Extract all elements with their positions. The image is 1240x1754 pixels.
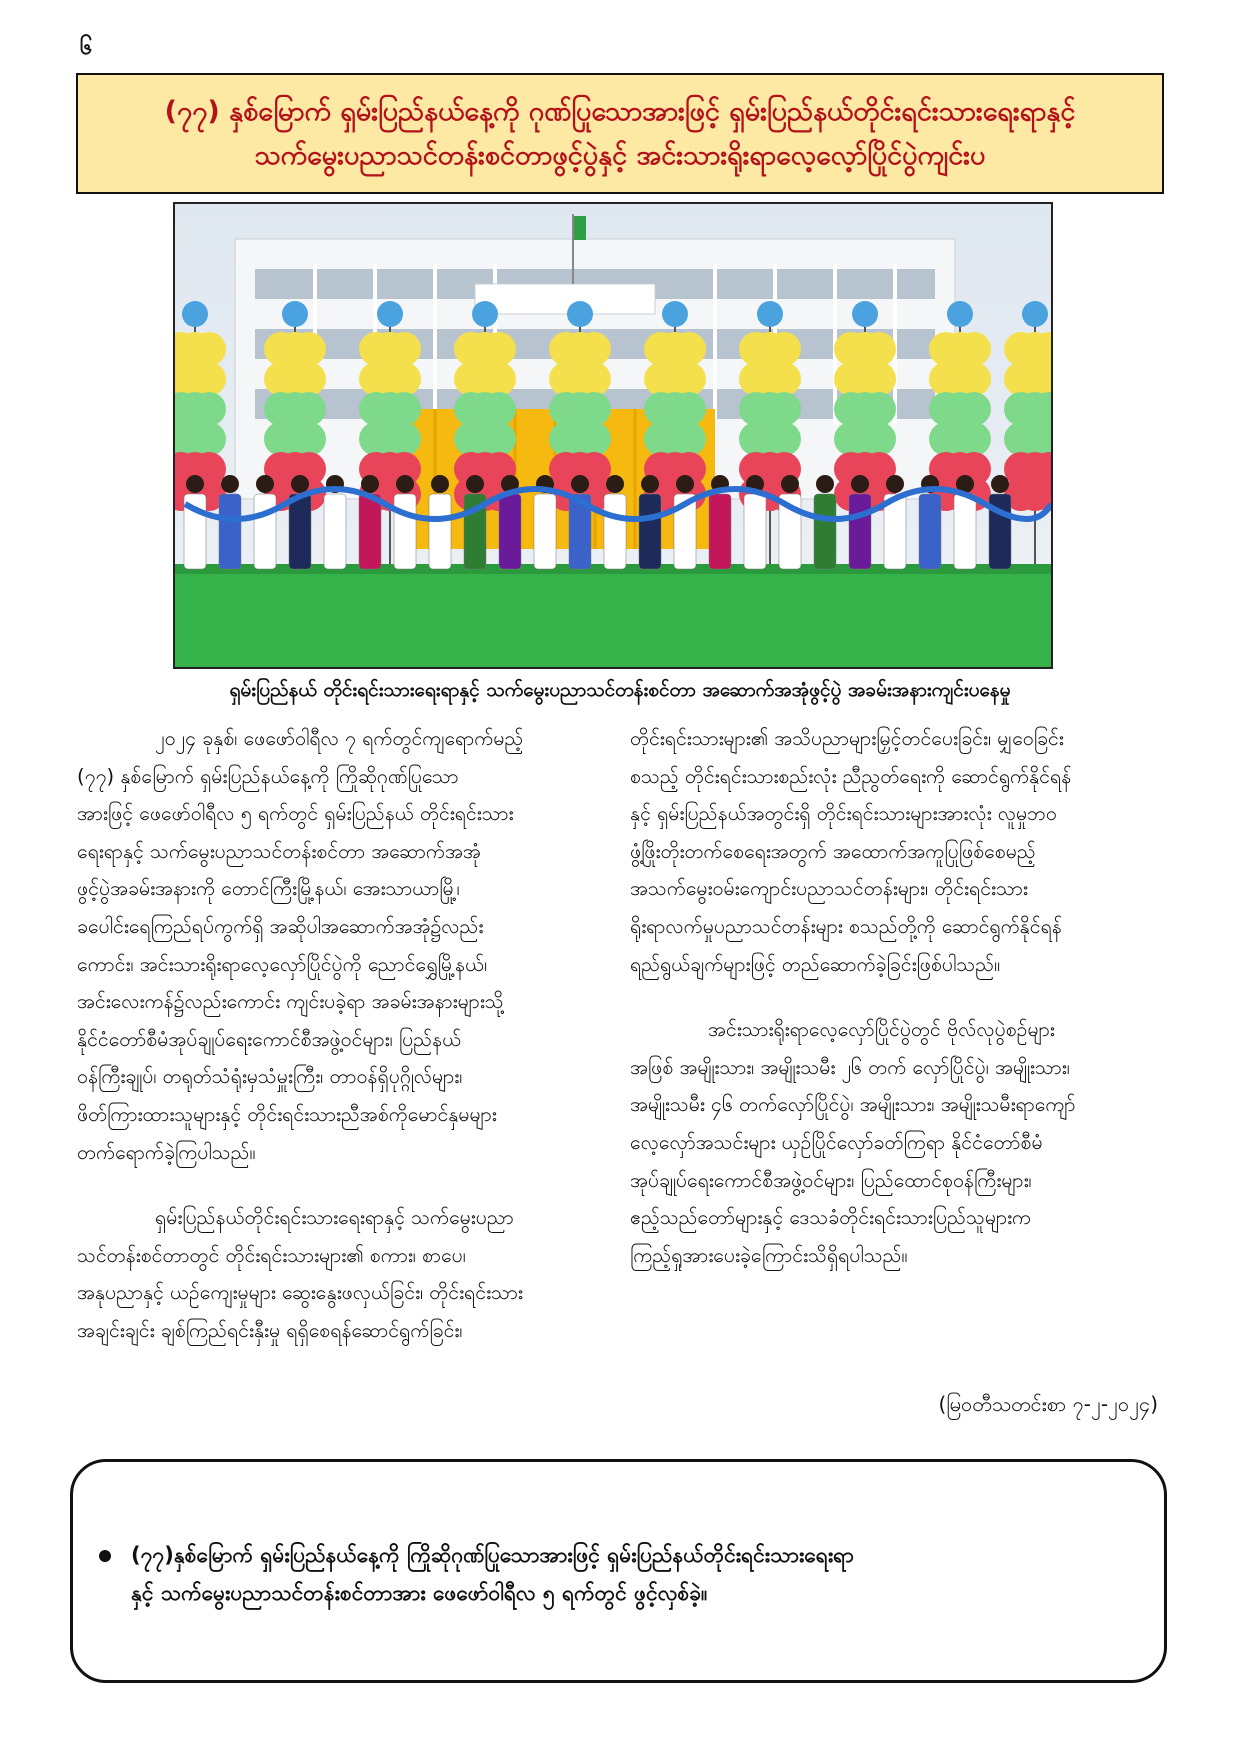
attendee-head — [606, 475, 624, 493]
attendee-body — [219, 494, 241, 569]
attendee-head — [186, 475, 204, 493]
text-line: ဧည့်သည်တော်များနှင့် ဒေသခံတိုင်းရင်းသားပြည်သူများက — [630, 1206, 1032, 1230]
balloon — [672, 392, 706, 426]
text-line: ရေးရာနှင့် သက်မွေးပညာသင်တန်းစင်တာ အဆောက်အအုံ — [77, 839, 481, 863]
text-line: သင်တန်းစင်တာတွင် တိုင်းရင်းသားများ၏ စကား၊ စာပေ၊ — [77, 1243, 466, 1267]
balloon — [672, 362, 706, 396]
news-source: (မြဝတီသတင်းစာ ၇-၂-၂၀၂၄) — [938, 1392, 1158, 1416]
balloon — [377, 301, 403, 327]
balloon — [767, 422, 801, 456]
attendee-body — [254, 494, 276, 569]
balloon — [1022, 301, 1048, 327]
attendee-head — [991, 475, 1009, 493]
balloon — [482, 362, 516, 396]
photo-caption: ရှမ်းပြည်နယ် တိုင်းရင်းသားရေးရာနှင့် သက်မွေးပညာသင်တန်းစင်တာ အဆောက်အအုံဖွင့်ပွဲ အခမ်းအနားကျင်းပနေမှု — [229, 679, 1011, 701]
balloon — [767, 332, 801, 366]
text-line: ဝန်ကြီးချုပ်၊ တရုတ်သံရုံးမှသံမှူးကြီး၊ တာဝန်ရှိပုဂ္ဂိုလ်များ၊ — [77, 1065, 463, 1089]
text-line: အင်းလေးကန်၌လည်းကောင်း ကျင်းပခဲ့ရာ အခမ်းအနားများသို့ — [77, 990, 504, 1014]
balloon — [387, 422, 421, 456]
attendee-body — [534, 494, 556, 569]
balloon — [767, 362, 801, 396]
summary-bullet-text — [131, 1536, 1131, 1612]
bullet-icon — [99, 1550, 111, 1562]
balloon — [472, 301, 498, 327]
attendee-body — [604, 494, 626, 569]
attendee-body — [919, 494, 941, 569]
balloon — [282, 301, 308, 327]
text-line: နှင့် သက်မွေးပညာသင်တန်းစင်တာအား ဖေဖော်ဝါရီလ ၅ ရက်တွင် ဖွင့်လှစ်ခဲ့။ — [131, 1581, 708, 1605]
text-line: တိုင်းရင်းသားများ၏ အသိပညာများမြှင့်တင်ပေးခြင်း၊ မျှဝေခြင်း — [630, 727, 1064, 750]
paragraph-3 — [630, 720, 1176, 983]
text-line: စသည့် တိုင်းရင်းသားစည်းလုံး ညီညွတ်ရေးကို ဆောင်ရွက်နိုင်ရန် — [630, 764, 1072, 788]
text-line: အားဖြင့် ဖေဖော်ဝါရီလ ၅ ရက်တွင် ရှမ်းပြည်နယ် တိုင်းရင်းသား — [77, 802, 514, 826]
attendee-head — [886, 475, 904, 493]
text-line: အသက်မွေးဝမ်းကျောင်းပညာသင်တန်းများ၊ တိုင်းရင်းသား — [630, 877, 1028, 901]
text-line: အချင်းချင်း ချစ်ကြည်ရင်းနှီးမှု ရရှိစေရန်ဆောင်ရွက်ခြင်း၊ — [77, 1318, 463, 1342]
text-line: ရိုးရာလက်မှုပညာသင်တန်းများ စသည်တို့ကို ဆောင်ရွက်နိုင်ရန် — [630, 914, 1062, 938]
attendee-body — [849, 494, 871, 569]
paragraph-2 — [77, 1199, 623, 1349]
attendee-head — [571, 475, 589, 493]
attendee-body — [814, 494, 836, 569]
balloon — [292, 422, 326, 456]
text-line: ဖိတ်ကြားထားသူများနှင့် တိုင်းရင်းသားညီအစ်ကိုမောင်နှမများ — [77, 1102, 497, 1126]
text-line: အဖြစ် အမျိုးသား၊ အမျိုးသမီး ၂၆ တက် လှော်ပြိုင်ပွဲ၊ အမျိုးသား၊ — [630, 1055, 1070, 1079]
attendee-body — [359, 494, 381, 569]
attendee-body — [499, 494, 521, 569]
balloon — [957, 362, 991, 396]
text-line: အင်းသားရိုးရာလေ့လှော်ပြိုင်ပွဲတွင် ဗိုလ်လုပွဲစဉ်များ — [708, 1018, 1055, 1042]
attendee-head — [291, 475, 309, 493]
attendee-body — [289, 494, 311, 569]
balloon — [577, 422, 611, 456]
balloon — [192, 332, 226, 366]
ceremony-photo-illustration — [175, 204, 1051, 667]
text-line: ဖွံ့ဖြိုးတိုးတက်စေရေးအတွက် အထောက်အကူပြုဖြစ်စေမည့် — [630, 839, 1036, 863]
attendee-head — [851, 475, 869, 493]
text-line: ကောင်း၊ အင်းသားရိုးရာလေ့လှော်ပြိုင်ပွဲကို ညောင်ရွှေမြို့နယ်၊ — [77, 952, 488, 976]
news-photo — [173, 202, 1053, 669]
summary-box — [70, 1459, 1167, 1683]
attendee-body — [709, 494, 731, 569]
headline-line-1: (၇၇) နှစ်မြောက် ရှမ်းပြည်နယ်နေ့ကို ဂုဏ်ပြုသောအားဖြင့် ရှမ်းပြည်နယ်တိုင်းရင်းသားရေးရာနှင့် — [164, 95, 1076, 127]
balloon — [482, 392, 516, 426]
balloon — [672, 332, 706, 366]
text-line: ရှမ်းပြည်နယ်တိုင်းရင်းသားရေးရာနှင့် သက်မွေးပညာ — [155, 1206, 514, 1230]
attendee-head — [466, 475, 484, 493]
text-line: ၂၀၂၄ ခုနှစ်၊ ဖေဖော်ဝါရီလ ၇ ရက်တွင်ကျရောက်မည့် — [155, 727, 524, 750]
balloon — [862, 422, 896, 456]
flag-icon — [574, 216, 586, 240]
text-line: နှင့် ရှမ်းပြည်နယ်အတွင်းရှိ တိုင်းရင်းသားများအားလုံး လူမှုဘဝ — [630, 802, 1057, 826]
balloon — [862, 362, 896, 396]
text-line: အမျိုးသမီး ၄၆ တက်လှော်ပြိုင်ပွဲ၊ အမျိုးသား၊ အမျိုးသမီးရာကျော် — [630, 1093, 1076, 1117]
page-number: ၆ — [80, 35, 93, 60]
attendee-body — [324, 494, 346, 569]
headline-line-2: သက်မွေးပညာသင်တန်းစင်တာဖွင့်ပွဲနှင့် အင်းသားရိုးရာလေ့လေ့ာ်ပြိုင်ပွဲကျင်းပ — [254, 139, 986, 171]
text-line: ကြည့်ရှုအားပေးခဲ့ကြောင်းသိရှိရပါသည်။ — [630, 1243, 908, 1267]
balloon — [862, 392, 896, 426]
attendee-body — [639, 494, 661, 569]
balloon — [957, 332, 991, 366]
balloon — [757, 301, 783, 327]
balloon — [387, 332, 421, 366]
attendee-head — [256, 475, 274, 493]
paragraph-4 — [630, 1011, 1176, 1274]
attendee-head — [781, 475, 799, 493]
text-line: (၇၇)နှစ်မြောက် ရှမ်းပြည်နယ်နေ့ကို ကြိုဆိုဂုဏ်ပြုသောအားဖြင့် ရှမ်းပြည်နယ်တိုင်းရင်းသားရေးရာ — [131, 1543, 854, 1567]
text-line: ရည်ရွယ်ချက်များဖြင့် တည်ဆောက်ခဲ့ခြင်းဖြစ်ပါသည်။ — [630, 952, 1001, 976]
article-right-column — [630, 720, 1176, 1274]
balloon — [862, 332, 896, 366]
balloon — [292, 392, 326, 426]
balloon — [577, 332, 611, 366]
attendee-head — [361, 475, 379, 493]
balloon — [387, 362, 421, 396]
attendee-body — [954, 494, 976, 569]
balloon — [947, 301, 973, 327]
balloon — [767, 392, 801, 426]
text-line: နိုင်ငံတော်စီမံအုပ်ချုပ်ရေးကောင်စီအဖွဲ့ဝင်များ၊ ပြည်နယ် — [77, 1027, 462, 1051]
balloon — [567, 301, 593, 327]
text-line: (၇၇) နှစ်မြောက် ရှမ်းပြည်နယ်နေ့ကို ကြိုဆိုဂုဏ်ပြုသော — [77, 764, 459, 788]
attendee-head — [221, 475, 239, 493]
balloon — [387, 392, 421, 426]
balloon — [577, 392, 611, 426]
text-line: တက်ရောက်ခဲ့ကြပါသည်။ — [77, 1140, 256, 1164]
balloon — [192, 392, 226, 426]
attendee-head — [816, 475, 834, 493]
balloon — [852, 301, 878, 327]
balloon — [292, 362, 326, 396]
text-line: အုပ်ချုပ်ရေးကောင်စီအဖွဲ့ဝင်များ၊ ပြည်ထောင်စုဝန်ကြီးများ၊ — [630, 1168, 1032, 1192]
green-carpet — [175, 569, 1051, 667]
attendee-head — [641, 475, 659, 493]
balloon — [482, 332, 516, 366]
balloon — [192, 422, 226, 456]
article-left-column — [77, 720, 623, 1350]
text-line: ဖွင့်ပွဲအခမ်းအနားကို တောင်ကြီးမြို့နယ်၊ အေးသာယာမြို့၊ — [77, 877, 460, 901]
attendee-head — [396, 475, 414, 493]
text-line: ခပေါင်းရေကြည်ရပ်ကွက်ရှိ အဆိုပါအဆောက်အအုံ၌လည်း — [77, 914, 484, 938]
attendee-body — [429, 494, 451, 569]
balloon — [182, 301, 208, 327]
attendee-head — [431, 475, 449, 493]
balloon — [577, 362, 611, 396]
text-line: လေ့လှော်အသင်းများ ယှဉ်ပြိုင်လှော်ခတ်ကြရာ နိုင်ငံတော်စီမံ — [630, 1130, 1043, 1154]
text-line: အနုပညာနှင့် ယဉ်ကျေးမှုများ ဆွေးနွေးဖလှယ်ခြင်း၊ တိုင်းရင်းသား — [77, 1281, 523, 1305]
balloon — [672, 422, 706, 456]
balloon — [192, 362, 226, 396]
balloon — [482, 422, 516, 456]
balloon — [957, 422, 991, 456]
balloon — [292, 332, 326, 366]
attendee-body — [394, 494, 416, 569]
paragraph-1 — [77, 720, 623, 1171]
balloon — [662, 301, 688, 327]
attendee-head — [676, 475, 694, 493]
headline-box — [76, 73, 1164, 194]
balloon — [957, 392, 991, 426]
attendee-body — [744, 494, 766, 569]
